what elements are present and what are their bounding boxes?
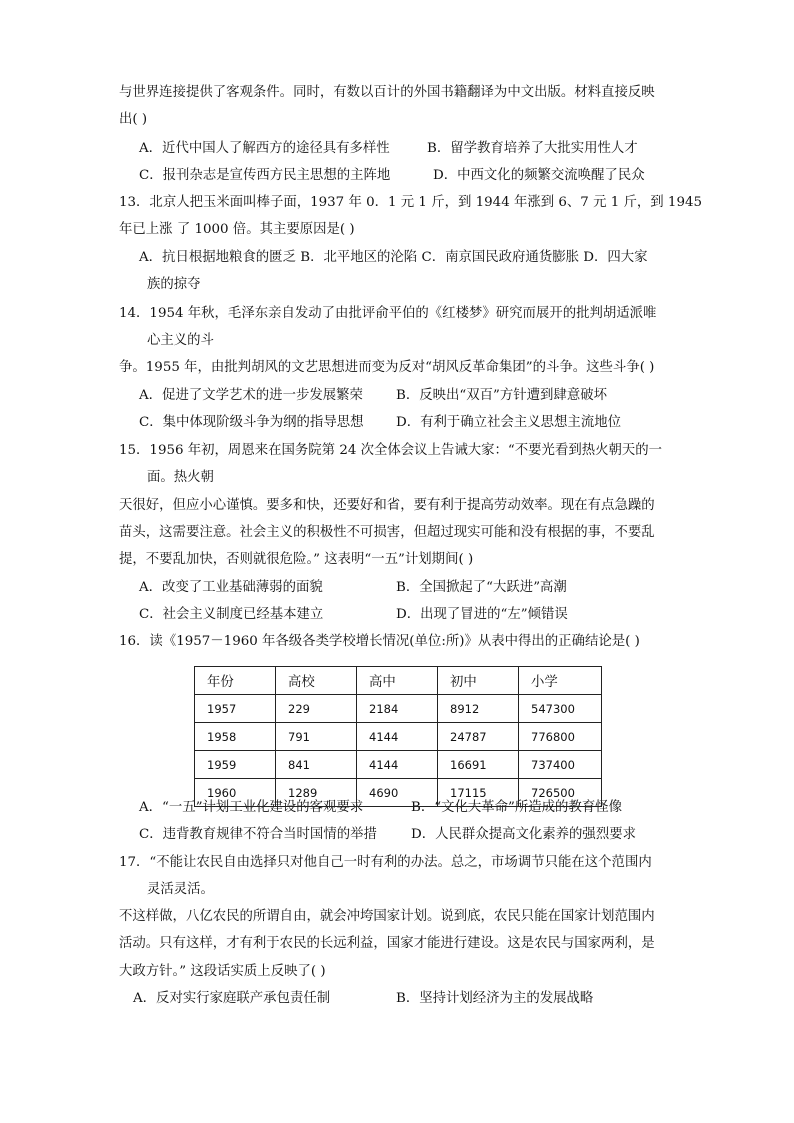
table-cell: 229 <box>276 695 357 723</box>
text-line: A．反对实行家庭联产承包责任制 <box>133 991 331 1006</box>
table-row <box>195 751 602 779</box>
text-line: 苗头，这需要注意。社会主义的积极性不可损害，但超过现实可能和没有根据的事，不要乱 <box>119 525 655 540</box>
table-row <box>195 779 602 807</box>
text-line: 16．读《1957－1960 年各级各类学校增长情况(单位:所)》从表中得出的正确结论是( ) <box>119 634 640 649</box>
text-line: 争。1955 年，由批判胡风的文艺思想进而变为反对“胡风反革命集团”的斗争。这些斗争( ) <box>119 360 655 375</box>
header-year: 年份 <box>195 667 276 695</box>
text-line: 族的掠夺 <box>147 277 201 292</box>
text-line: 17．“不能让农民自由选择只对他自己一时有利的办法。总之，市场调节只能在这个范围内 <box>119 855 652 870</box>
table-cell: 4144 <box>357 723 438 751</box>
table-header-row <box>195 667 602 695</box>
text-line: D．中西文化的频繁交流唤醒了民众 <box>433 168 645 183</box>
text-line: D．出现了冒进的“左”倾错误 <box>396 607 568 622</box>
table-cell: 17115 <box>438 779 519 807</box>
text-line: 13．北京人把玉米面叫棒子面，1937 年 0．1 元 1 斤，到 1944 年涨到 6、7 元 1 斤，到 1945 <box>119 195 703 210</box>
text-line: D．人民群众提高文化素养的强烈要求 <box>411 827 636 842</box>
text-line: D．有利于确立社会主义思想主流地位 <box>396 415 621 430</box>
table-cell: 1960 <box>195 779 276 807</box>
table-cell: 1289 <box>276 779 357 807</box>
text-line: C．社会主义制度已经基本建立 <box>139 607 324 622</box>
text-line: 提，不要乱加快，否则就很危险。” 这表明“一五”计划期间( ) <box>119 552 474 567</box>
table-cell: 4144 <box>357 751 438 779</box>
text-line: A．抗日根据地粮食的匮乏 B．北平地区的沦陷 C．南京国民政府通货膨胀 D．四大家 <box>139 250 648 265</box>
text-line: 活动。只有这样，才有利于农民的长远利益，国家才能进行建设。这是农民与国家两利，是 <box>119 936 655 951</box>
text-line: A．“一五”计划工业化建设的客观要求 <box>139 800 364 815</box>
table-cell: 16691 <box>438 751 519 779</box>
text-line: 心主义的斗 <box>147 333 214 348</box>
table-cell: 737400 <box>519 751 602 779</box>
text-line: 大政方针。” 这段话实质上反映了( ) <box>119 964 326 979</box>
text-line: 14．1954 年秋，毛泽东亲自发动了由批评俞平伯的《红楼梦》研究而展开的批判胡适派唯 <box>119 306 657 321</box>
text-line: B．坚持计划经济为主的发展战略 <box>396 991 594 1006</box>
table-cell: 726500 <box>519 779 602 807</box>
school-growth-table <box>194 666 602 807</box>
table-cell: 841 <box>276 751 357 779</box>
text-line: C．集中体现阶级斗争为纲的指导思想 <box>139 415 364 430</box>
header-primary-school: 小学 <box>519 667 602 695</box>
text-line: A．改变了工业基础薄弱的面貌 <box>139 580 323 595</box>
header-middle-school: 初中 <box>438 667 519 695</box>
table-cell: 4690 <box>357 779 438 807</box>
text-line: B．反映出“双百”方针遭到肆意破坏 <box>396 388 607 403</box>
text-line: 灵活灵活。 <box>147 882 214 897</box>
table-cell: 791 <box>276 723 357 751</box>
text-line: A．促进了文学艺术的进一步发展繁荣 <box>139 388 363 403</box>
text-line: C．违背教育规律不符合当时国情的举措 <box>139 827 377 842</box>
table-cell: 24787 <box>438 723 519 751</box>
table-cell: 1958 <box>195 723 276 751</box>
table-cell: 1959 <box>195 751 276 779</box>
table-row <box>195 695 602 723</box>
header-high-school: 高中 <box>357 667 438 695</box>
table-cell: 776800 <box>519 723 602 751</box>
text-line: B．留学教育培养了大批实用性人才 <box>427 141 638 156</box>
table-cell: 2184 <box>357 695 438 723</box>
table-cell: 1957 <box>195 695 276 723</box>
text-line: C．报刊杂志是宣传西方民主思想的主阵地 <box>139 168 391 183</box>
table-cell: 547300 <box>519 695 602 723</box>
text-line: 面。热火朝 <box>147 470 214 485</box>
table-cell: 8912 <box>438 695 519 723</box>
text-line: 与世界连接提供了客观条件。同时，有数以百计的外国书籍翻译为中文出版。材料直接反映 <box>119 85 655 100</box>
text-line: 15．1956 年初，周恩来在国务院第 24 次全体会议上告诫大家：“不要光看到热火朝天的一 <box>119 443 663 458</box>
text-line: B．“文化大革命”所造成的教育怪像 <box>411 800 622 815</box>
text-line: 出( ) <box>119 112 148 127</box>
text-line: 不这样做，八亿农民的所谓自由，就会冲垮国家计划。说到底，农民只能在国家计划范围内 <box>119 909 655 924</box>
text-line: 年已上涨 了 1000 倍。其主要原因是( ) <box>119 222 355 237</box>
text-line: A．近代中国人了解西方的途径具有多样性 <box>139 141 390 156</box>
text-line: B．全国掀起了“大跃进”高潮 <box>396 580 567 595</box>
text-line: 天很好，但应小心谨慎。要多和快，还要好和省，要有利于提高劳动效率。现在有点急躁的 <box>119 498 655 513</box>
header-university: 高校 <box>276 667 357 695</box>
table-row <box>195 723 602 751</box>
